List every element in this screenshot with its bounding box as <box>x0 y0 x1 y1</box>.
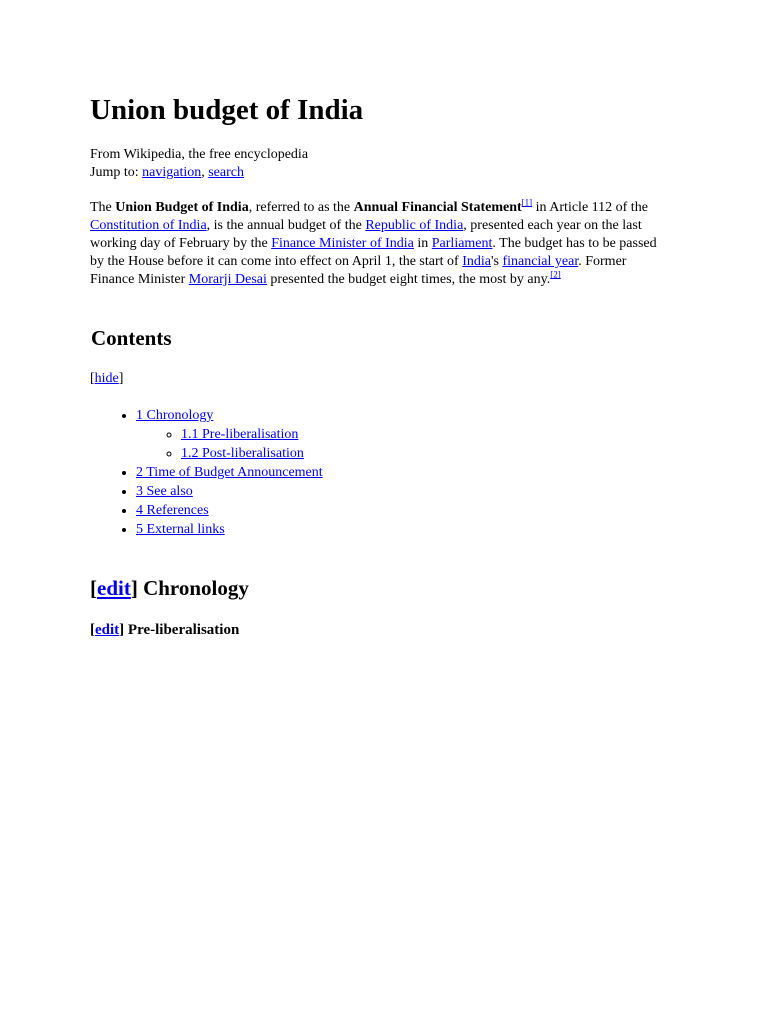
toc-link-references[interactable]: 4 References <box>136 503 209 518</box>
toc-list <box>90 406 323 539</box>
citation-2-link[interactable]: [2] <box>550 269 561 280</box>
bracket: [ <box>90 371 95 386</box>
intro-text: presented the budget eight times, the most by any. <box>266 272 551 287</box>
toc-link-post-liberalisation[interactable]: 1.2 Post-liberalisation <box>181 446 304 461</box>
intro-text: The <box>90 200 116 215</box>
citation-1-link[interactable]: [1] <box>521 197 533 208</box>
toc-item <box>136 406 323 463</box>
constitution-link[interactable]: Constitution of India <box>90 218 207 233</box>
intro-text: in Article 112 of the <box>532 200 648 215</box>
toc-item <box>136 482 323 501</box>
intro-text: , is the annual budget of the <box>206 218 366 233</box>
section-title: Chronology <box>137 576 249 600</box>
toc-link-time-of-budget[interactable]: 2 Time of Budget Announcement <box>136 465 323 480</box>
section-title: Pre-liberalisation <box>124 622 240 638</box>
intro-text: 's <box>490 254 503 269</box>
toc-item <box>136 520 323 539</box>
toc-sublist <box>136 425 323 463</box>
jump-to <box>90 164 308 182</box>
site-sub: From Wikipedia, the free encyclopedia <box>90 147 309 162</box>
toc-link-pre-liberalisation[interactable]: 1.1 Pre-liberalisation <box>181 427 299 442</box>
jump-navigation-link[interactable]: navigation <box>142 165 202 180</box>
toc-item <box>181 425 323 444</box>
section-heading-chronology <box>90 576 249 601</box>
toc-link-see-also[interactable]: 3 See also <box>136 484 193 499</box>
parliament-link[interactable]: Parliament <box>431 236 493 251</box>
bracket: ] <box>119 622 125 638</box>
toc-link-chronology[interactable]: 1 Chronology <box>136 408 214 423</box>
toc-item <box>181 444 323 463</box>
toc-heading: Contents <box>91 326 172 350</box>
jump-to-label: Jump to: <box>90 165 139 180</box>
toc-toggle <box>90 370 123 388</box>
jump-separator: , <box>201 165 209 180</box>
toc-link-external-links[interactable]: 5 External links <box>136 522 225 537</box>
bracket: [ <box>90 622 95 638</box>
bracket: ] <box>118 371 124 386</box>
intro-text: , presented each year on the last working day of February by the <box>90 218 642 251</box>
article-subtitle <box>90 146 308 182</box>
intro-bold-term: Annual Financial Statement <box>353 200 522 215</box>
intro-text: in <box>413 236 432 251</box>
toc-item <box>136 463 323 482</box>
edit-chronology-link[interactable]: edit <box>97 576 131 600</box>
financial-year-link[interactable]: financial year <box>502 254 579 269</box>
toc-item <box>136 501 323 520</box>
bracket: [ <box>90 576 97 600</box>
bracket: ] <box>130 576 138 600</box>
edit-pre-liberalisation-link[interactable]: edit <box>95 622 120 638</box>
jump-search-link[interactable]: search <box>208 165 244 180</box>
intro-text: . The budget has to be passed by the House before it can come into effect on April 1, the start of <box>90 236 657 269</box>
morarji-desai-link[interactable]: Morarji Desai <box>188 272 267 287</box>
india-link[interactable]: India <box>462 254 491 269</box>
intro-text: , referred to as the <box>248 200 354 215</box>
republic-link[interactable]: Republic of India <box>365 218 464 233</box>
section-heading-pre-liberalisation <box>90 622 239 639</box>
page-title: Union budget of India <box>90 94 364 126</box>
toc-hide-link[interactable]: hide <box>94 371 119 386</box>
intro-text: . Former Finance Minister <box>90 254 627 287</box>
finance-minister-link[interactable]: Finance Minister of India <box>271 236 414 251</box>
intro-paragraph <box>90 199 672 289</box>
intro-bold-term: Union Budget of India <box>115 200 249 215</box>
